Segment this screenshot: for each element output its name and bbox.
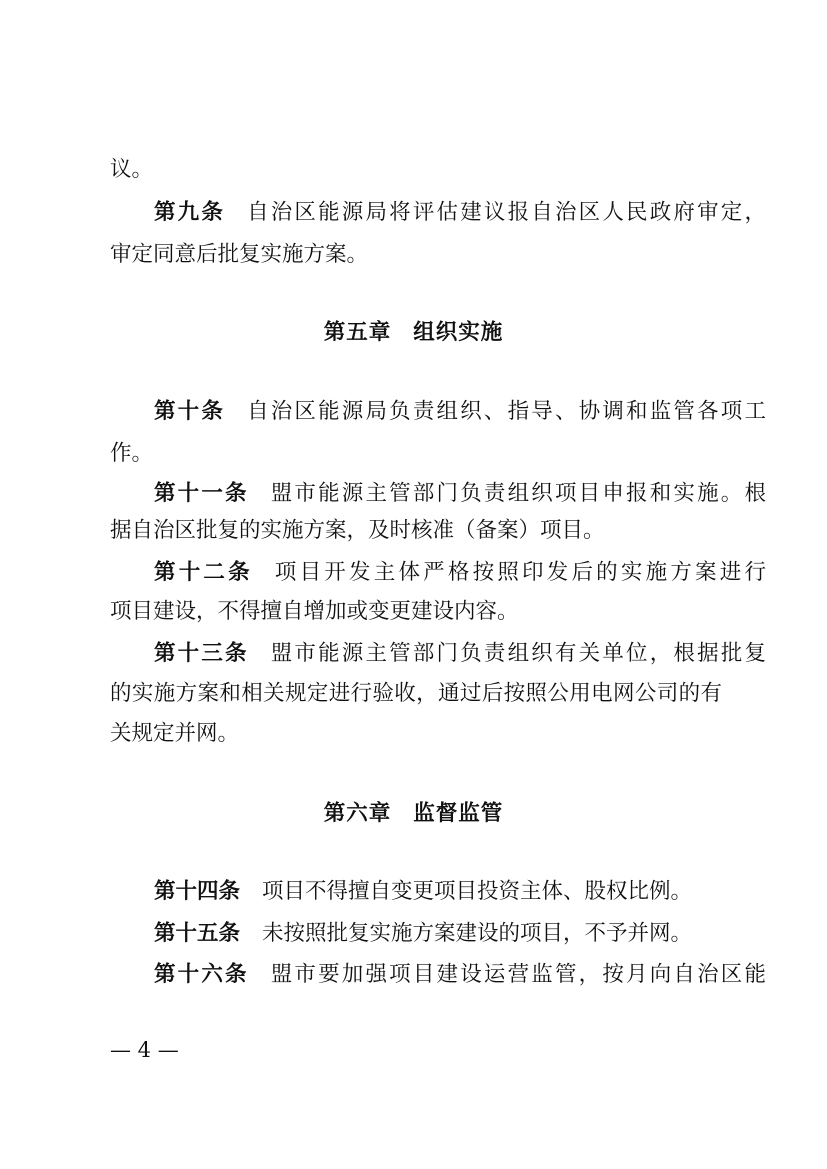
article-10-label: 第十条 [154, 399, 226, 424]
chapter-6-heading [0, 799, 827, 829]
article-12-label: 第十二条 [154, 560, 253, 585]
article-13-text-3: 关规定并网。 [110, 721, 240, 746]
article-12-text-1: 项目开发主体严格按照印发后的实施方案进行 [274, 560, 766, 585]
article-13-text-2: 的实施方案和相关规定进行验收，通过后按照公用电网公司的有 [110, 681, 722, 706]
article-12-text-2: 项目建设，不得擅自增加或变更建设内容。 [110, 599, 519, 624]
article-9-text-1: 自治区能源局将评估建议报自治区人民政府审定， [247, 200, 766, 225]
page-number: — 4 — [110, 1038, 179, 1062]
article-12-line-1 [110, 558, 766, 588]
carryover-text: 议。 [110, 157, 154, 182]
article-13-line-1 [110, 639, 766, 669]
article-16-line-1 [110, 960, 766, 990]
article-9-text-2: 审定同意后批复实施方案。 [110, 242, 369, 267]
chapter-5-number: 第五章 [323, 320, 392, 345]
article-15-label: 第十五条 [154, 921, 241, 946]
article-9-label: 第九条 [154, 200, 226, 225]
article-10-text-2: 作。 [110, 441, 154, 466]
article-11-label: 第十一条 [154, 481, 249, 506]
article-13-label: 第十三条 [154, 641, 249, 666]
article-11-text-2: 据自治区批复的实施方案，及时核准（备案）项目。 [110, 518, 605, 543]
chapter-5-title: 组织实施 [413, 320, 504, 345]
article-9-line-1 [110, 198, 766, 228]
article-11-text-1: 盟市能源主管部门负责组织项目申报和实施。根 [270, 481, 766, 506]
article-11-line-1 [110, 479, 766, 509]
chapter-5-heading [0, 318, 827, 348]
article-16-label: 第十六条 [154, 962, 249, 987]
article-14-text-1: 项目不得擅自变更项目投资主体、股权比例。 [262, 879, 693, 904]
chapter-6-number: 第六章 [323, 801, 392, 826]
article-10-line-1 [110, 397, 766, 427]
chapter-6-title: 监督监管 [413, 801, 504, 826]
article-14-label: 第十四条 [154, 879, 241, 904]
article-13-text-1: 盟市能源主管部门负责组织有关单位，根据批复 [270, 641, 766, 666]
article-15-text-1: 未按照批复实施方案建设的项目，不予并网。 [262, 921, 693, 946]
article-10-text-1: 自治区能源局负责组织、指导、协调和监管各项工 [247, 399, 766, 424]
article-14-line-1 [110, 877, 766, 907]
article-15-line-1 [110, 919, 766, 949]
article-16-text-1: 盟市要加强项目建设运营监管，按月向自治区能 [270, 962, 766, 987]
